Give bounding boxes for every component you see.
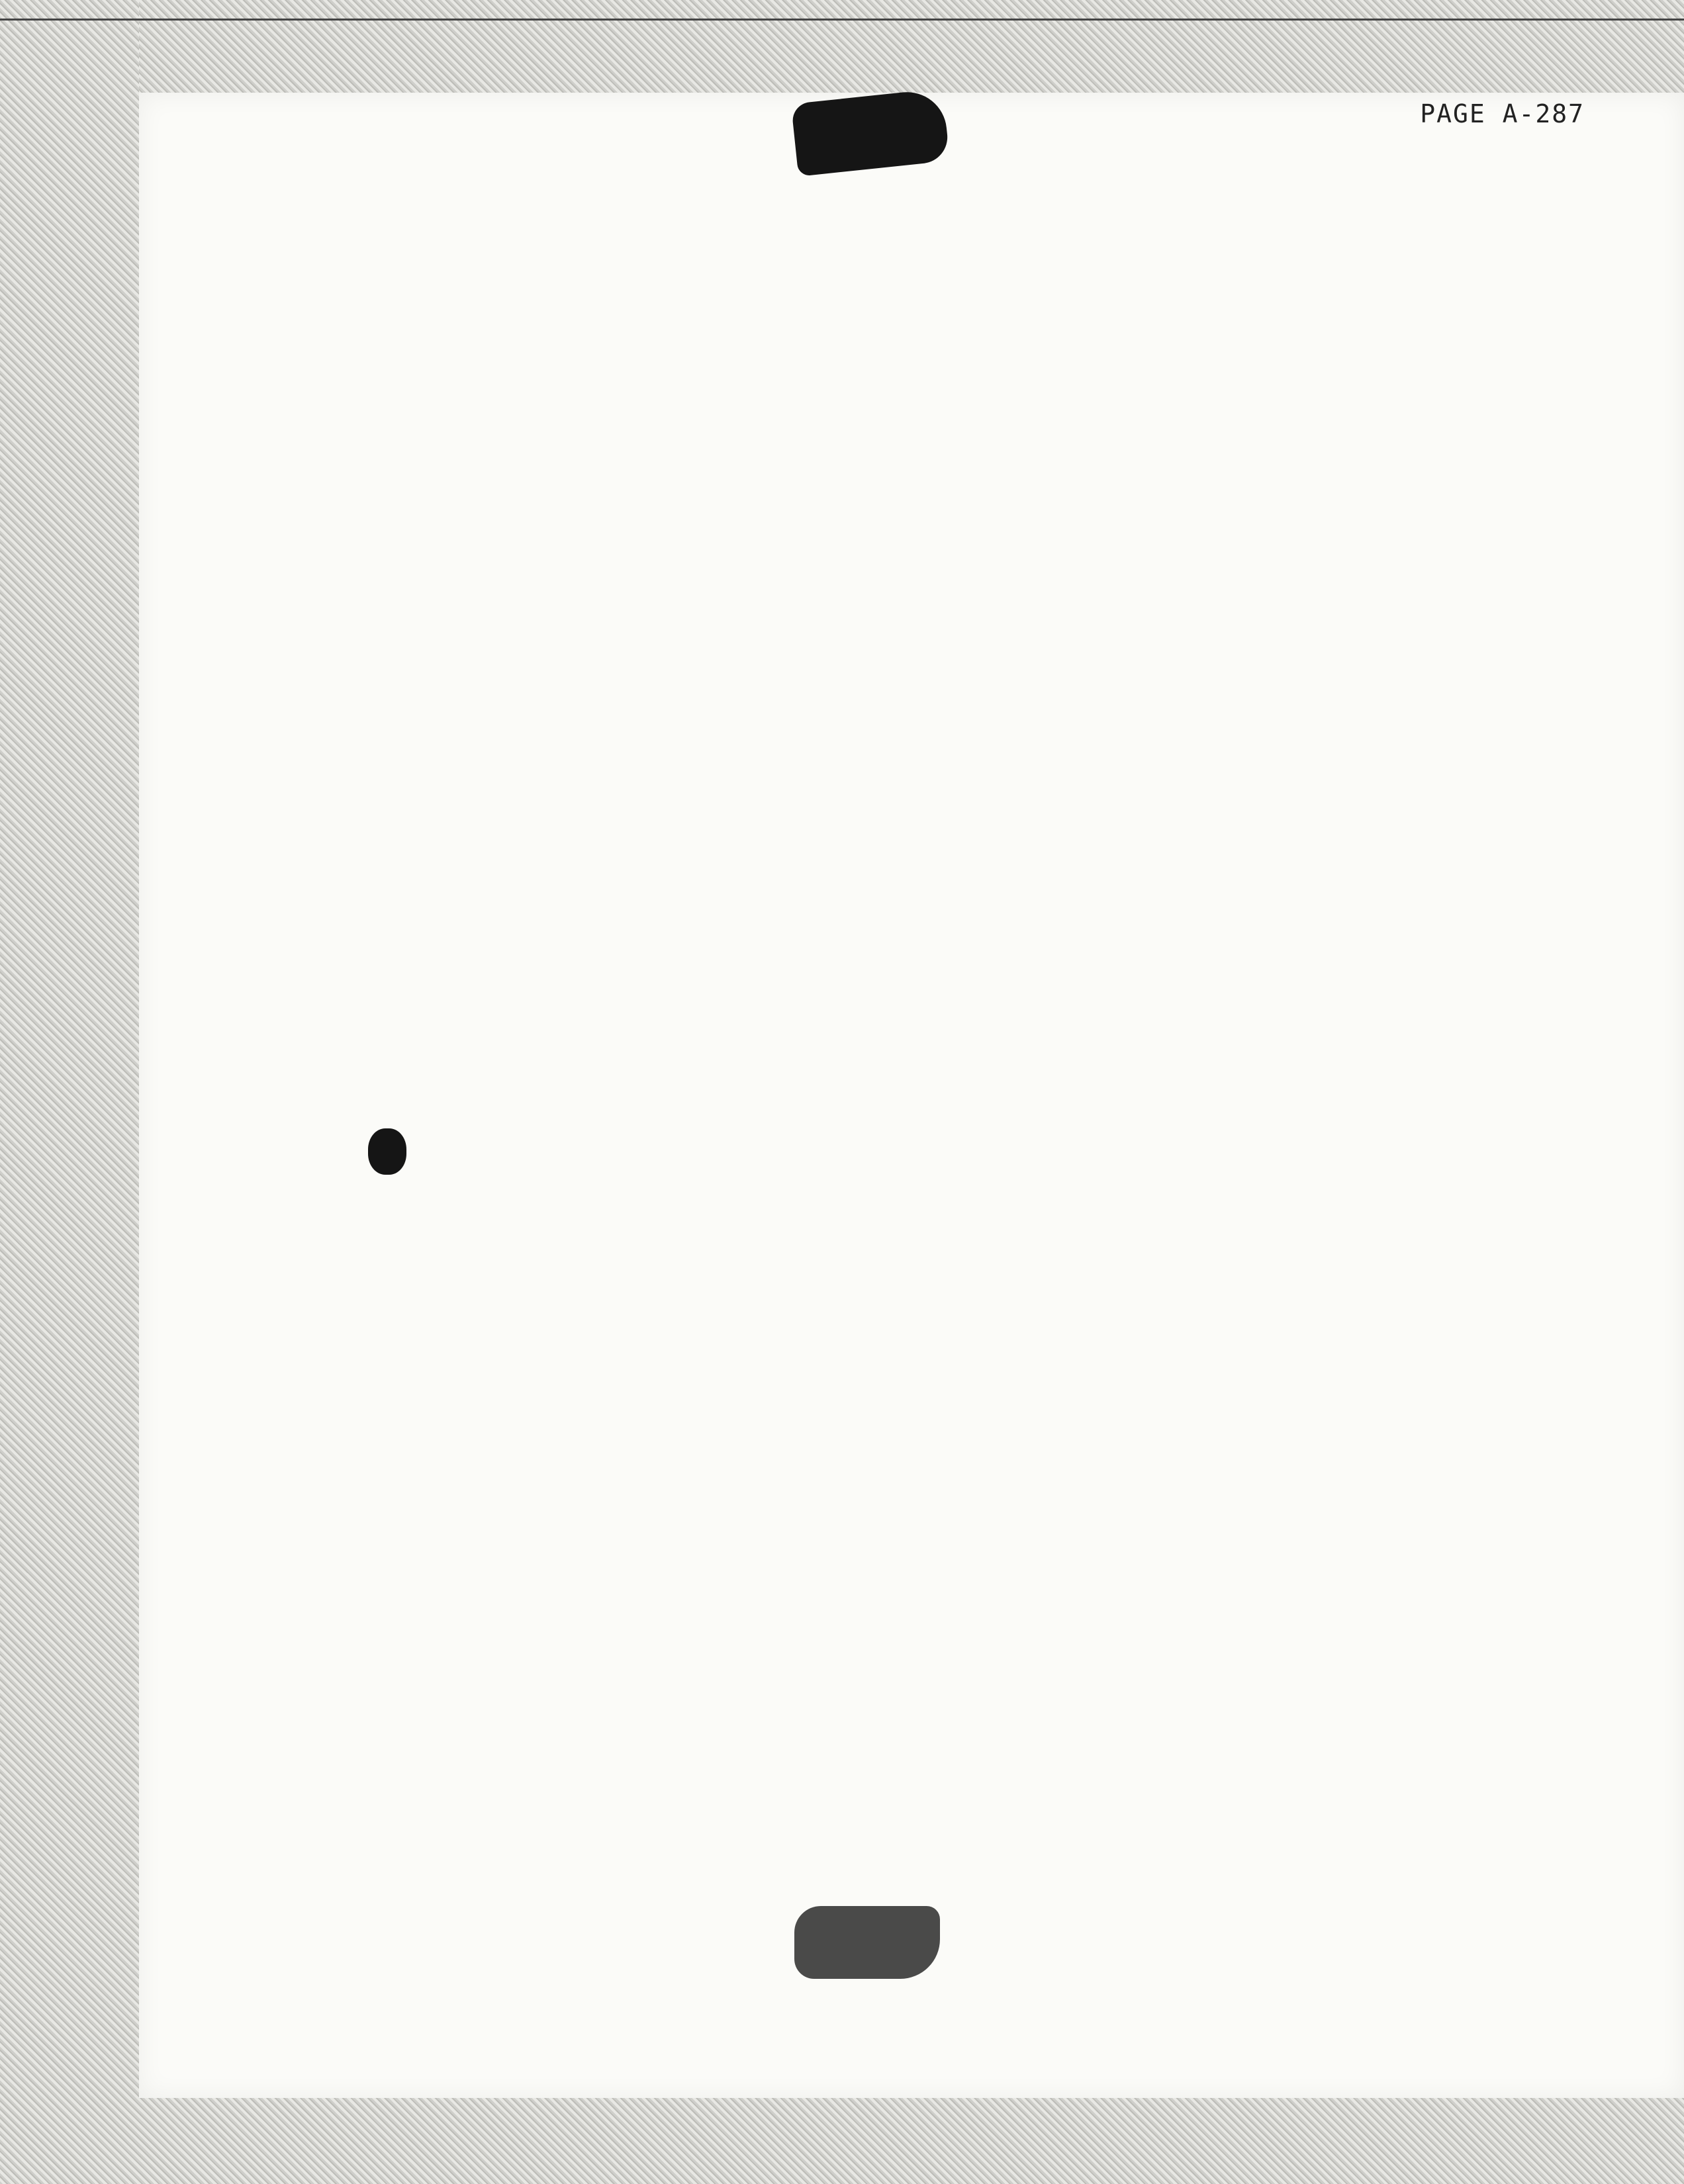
document-page xyxy=(139,93,1684,2098)
scan-edge-left xyxy=(0,0,139,2184)
redaction-mark-id xyxy=(368,1128,406,1175)
page-number: PAGE A-287 xyxy=(1420,99,1585,128)
rotated-report xyxy=(1556,132,1684,2052)
scan-edge-bottom xyxy=(0,2098,1684,2184)
redaction-mark-corner xyxy=(794,1906,940,1979)
scan-edge-top xyxy=(0,0,1684,93)
top-rule xyxy=(0,19,1684,21)
